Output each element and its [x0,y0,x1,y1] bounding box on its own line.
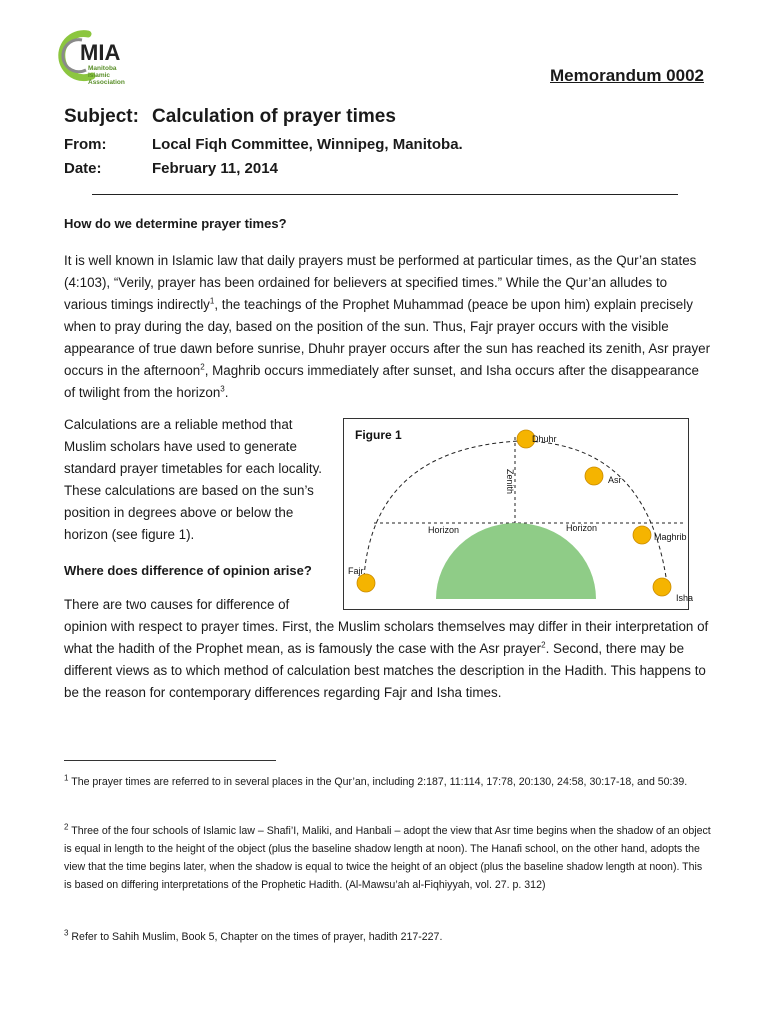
figure-1-diagram [344,419,694,609]
s2-part-b: . Second, there may be different views as to which method of calculation best matches the description in the Hadith. This happens to be the reason for contemporary differences regarding Fajr and Isha times. [64,641,706,700]
p1-part-a: It is well known in Islamic law that daily prayers must be performed at particular times, as the Qur’an states (4:103), “Verily, prayer has been ordained for believers at specified times.” While the Qur’an alludes to various timings indirectly [64,253,697,312]
sun-fajr [357,574,375,592]
label-fajr: Fajr [348,566,364,576]
logo-line-2: Islamic [88,72,111,79]
date-row [64,160,278,177]
from-row [64,136,463,153]
sun-isha [653,578,671,596]
p1-part-d: . [224,385,229,400]
footnote-3-text: Refer to Sahih Muslim, Book 5, Chapter on the times of prayer, hadith 217-227. [71,931,443,943]
footnote-ref-1[interactable]: 1 [209,296,215,306]
footnote-1-text: The prayer times are referred to in several places in the Qur’an, including 2:187, 11:114, 17:78, 20:130, 24:58, 30:17-18, and 50:39. [71,776,688,788]
footnote-3-number: 3 [64,928,69,938]
footnote-divider [64,760,276,761]
footnote-2-number: 2 [64,822,69,832]
footnote-ref-3[interactable]: 3 [220,384,225,394]
footnote-ref-2b[interactable]: 2 [541,640,546,650]
footnote-2-text: Three of the four schools of Islamic law – Shafi’I, Maliki, and Hanbali – adopt the view that Asr time begins when the shadow of an object is equal in length to the height of the object (plus the baseline shadow length at noon). The Hanafi school, on the other hand, adopts the view that the time begins later, when the shadow is equal to twice the height of an object (plus the baseline shadow length at noon). This is based on differing interpretations of the Prophetic Hadith. (Al-Mawsu’ah al-Fiqhiyyah, vol. 27. p. 312) [64,825,711,891]
footnote-ref-2[interactable]: 2 [200,362,205,372]
logo-line-3: Association [88,79,125,86]
section2-heading: Where does difference of opinion arise? [64,563,312,578]
sun-maghrib [633,526,651,544]
figure-1 [343,418,694,610]
label-isha: Isha [676,593,694,603]
section2-paragraph [64,616,712,704]
label-horizon-right: Horizon [566,523,598,533]
section1-paragraph-1 [64,250,712,404]
section1-heading: How do we determine prayer times? [64,216,287,231]
subject-value: Calculation of prayer times [152,106,396,127]
from-value: Local Fiqh Committee, Winnipeg, Manitoba. [152,136,463,153]
logo-letters: MIA [80,40,121,65]
header-divider [92,194,678,195]
date-label: Date: [64,160,102,177]
mia-logo [62,24,154,94]
section2-lead: There are two causes for difference of [64,597,290,612]
label-maghrib: Maghrib [654,532,687,542]
from-label: From: [64,136,107,153]
footnote-2 [64,822,712,894]
subject-row [64,106,396,128]
footnote-1 [64,773,712,791]
subject-label: Subject: [64,106,139,127]
label-dhuhr: Dhuhr [532,434,557,444]
label-asr: Asr [608,475,622,485]
footnote-3 [64,928,712,946]
label-horizon-left: Horizon [428,525,460,535]
memo-number: Memorandum 0002 [550,66,704,85]
label-zenith: Zenith [505,469,515,495]
date-value: February 11, 2014 [152,160,278,177]
p1-part-b: , the teachings of the Prophet Muhammad (peace be upon him) explain precisely when to pray during the day, based on the position of the sun. Thus, Fajr prayer occurs with the visible appearance of true dawn before sunrise, Dhuhr prayer occurs after the sun has reached its zenith, Asr prayer occurs in the afternoon [64,297,711,378]
section1-paragraph-2: Calculations are a reliable method that Muslim scholars have used to generate standard prayer timetables for each locality. These calculations are based on the sun’s position in degrees above or below the horizon (see figure 1). [64,417,323,542]
footnote-1-number: 1 [64,773,69,783]
figure-title: Figure 1 [355,428,402,442]
s2-part-a: opinion with respect to prayer times. First, the Muslim scholars themselves may differ in their interpretation of what the hadith of the Prophet mean, as is famously the case with the Asr prayer [64,619,709,656]
sun-asr [585,467,603,485]
earth-dome [436,523,596,599]
p1-part-c: , Maghrib occurs immediately after sunset, and Isha occurs after the disappearance of twilight from the horizon [64,363,699,400]
logo-line-1: Manitoba [88,65,117,72]
